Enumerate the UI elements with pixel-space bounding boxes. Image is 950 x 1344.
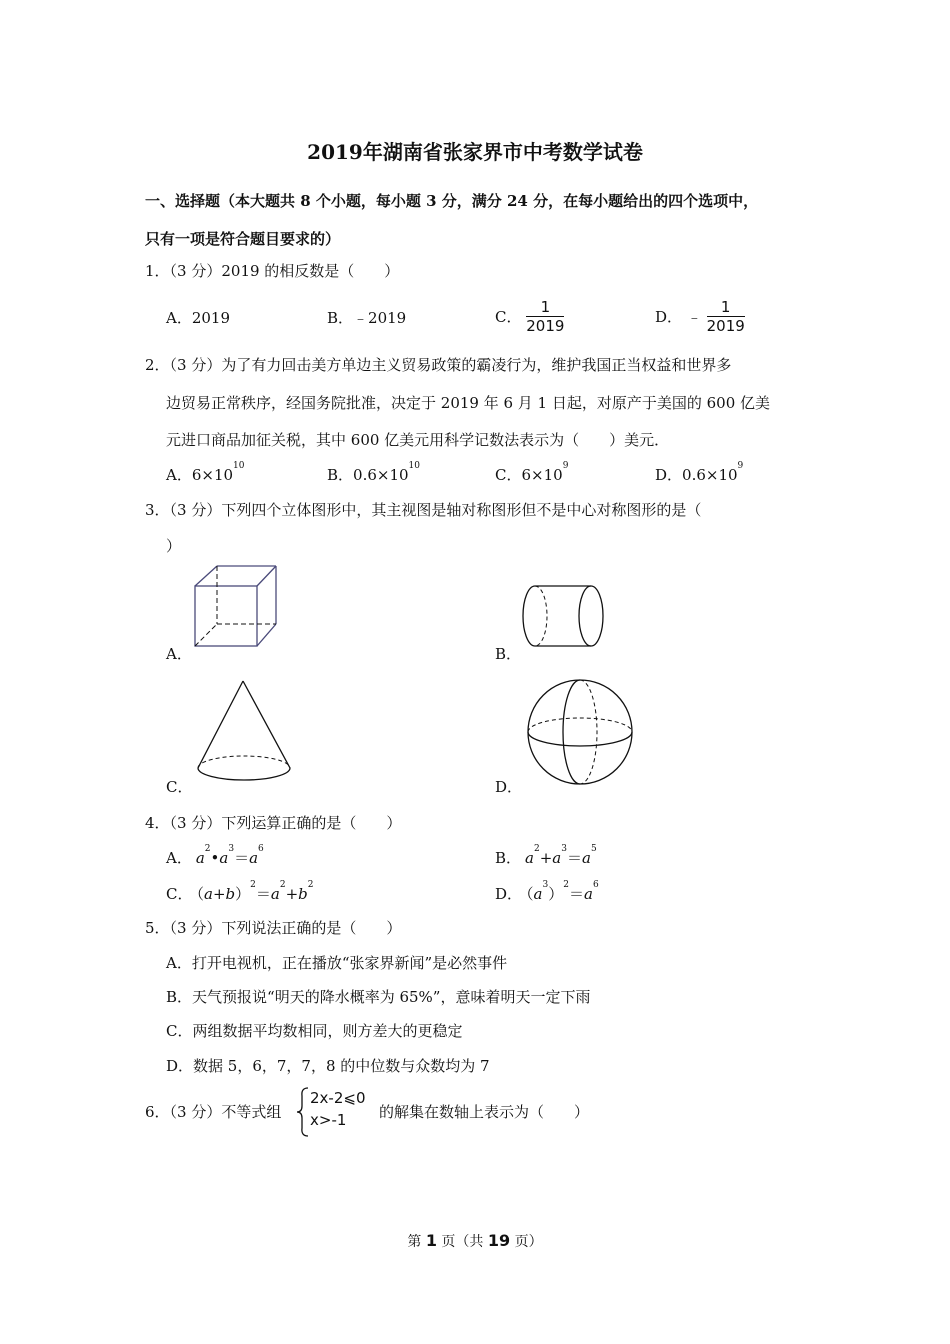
q4-option-a: A． $a^2•a^3=a^6$ bbox=[166, 844, 264, 867]
footer-post: 页） bbox=[510, 1234, 543, 1250]
q5-option-d: D．数据 5，6，7，7，8 的中位数与众数均为 7 bbox=[166, 1057, 490, 1075]
q5-option-c: C．两组数据平均数相同，则方差大的更稳定 bbox=[166, 1022, 463, 1040]
q3-option-b-label: B． bbox=[495, 645, 522, 663]
q4-c-label: C． bbox=[166, 885, 193, 903]
q5-stem: 5．（3 分）下列说法正确的是（ ） bbox=[145, 919, 402, 937]
q4-option-c: C． $(a+b)^2=a^2+b^2$ bbox=[166, 880, 314, 903]
q3-line1: 3．（3 分）下列四个立体图形中，其主视图是轴对称图形但不是中心对称图形的是（ bbox=[145, 501, 702, 519]
q2-line2: 边贸易正常秩序，经国务院批准，决定于 2019 年 6 月 1 日起，对原产于美国的 600 亿美 bbox=[166, 394, 771, 412]
cone-figure bbox=[190, 675, 300, 787]
q2-d-exp: 9 bbox=[737, 461, 744, 471]
q2-option-a bbox=[166, 461, 245, 485]
cube-figure bbox=[190, 562, 282, 650]
q1-c-denominator: 2019 bbox=[526, 317, 565, 335]
q4-stem: 4．（3 分）下列运算正确的是（ ） bbox=[145, 814, 402, 832]
q4-a-label: A． bbox=[166, 849, 192, 867]
q1-option-c-fraction bbox=[526, 298, 564, 335]
section-heading-line2: 只有一项是符合题目要求的） bbox=[145, 230, 341, 248]
q1-d-denominator: 2019 bbox=[706, 317, 745, 335]
q2-c-exp: 9 bbox=[562, 461, 569, 471]
page-title: 2019年湖南省张家界市中考数学试卷 bbox=[307, 140, 643, 164]
footer-pre: 第 bbox=[407, 1234, 426, 1250]
q1-option-b: B．﹣2019 bbox=[327, 309, 407, 327]
inequality-2: x>-1 bbox=[310, 1111, 347, 1129]
q4-option-d: D． $(a^3)^2=a^6$ bbox=[495, 880, 599, 903]
q2-b-exp: 10 bbox=[408, 461, 420, 471]
q2-option-d bbox=[655, 461, 744, 485]
q1-option-c-label: C． bbox=[495, 308, 522, 326]
q2-option-b bbox=[327, 461, 420, 485]
q4-option-b: B． $a^2+a^3=a^5$ bbox=[495, 844, 597, 867]
sphere-figure bbox=[523, 676, 638, 788]
q6-suffix: 的解集在数轴上表示为（ ） bbox=[379, 1103, 590, 1121]
q3-option-a-label: A． bbox=[166, 645, 192, 663]
section-heading-line1: 一、选择题（本大题共 8 个小题，每小题 3 分，满分 24 分，在每小题给出的四个选项中， bbox=[145, 192, 759, 210]
q2-d-text: D．0.6×10 bbox=[655, 466, 738, 484]
q5-option-a: A．打开电视机，正在播放“张家界新闻”是必然事件 bbox=[166, 954, 508, 972]
q1-stem: 1．（3 分）2019 的相反数是（ ） bbox=[145, 262, 400, 280]
q2-option-c bbox=[495, 461, 569, 485]
q1-option-c bbox=[495, 298, 564, 335]
q2-a-exp: 10 bbox=[233, 461, 245, 471]
q1-option-d-fraction bbox=[707, 298, 745, 335]
q1-option-d-sign: ﹣ bbox=[686, 308, 702, 326]
q4-b-label: B． bbox=[495, 849, 522, 867]
q1-c-numerator: 1 bbox=[526, 298, 564, 317]
q1-option-a: A．2019 bbox=[166, 309, 231, 327]
q3-line2: ） bbox=[166, 537, 182, 555]
q4-d-label: D． bbox=[495, 885, 523, 903]
q1-d-numerator: 1 bbox=[707, 298, 745, 317]
q2-c-text: C．6×10 bbox=[495, 466, 563, 484]
q5-option-b: B．天气预报说“明天的降水概率为 65%”，意味着明天一定下雨 bbox=[166, 988, 591, 1006]
q1-option-d bbox=[655, 298, 745, 335]
q2-line1: 2．（3 分）为了有力回击美方单边主义贸易政策的霸凌行为，维护我国正当权益和世界多 bbox=[145, 356, 732, 374]
q3-option-d-label: D． bbox=[495, 778, 523, 796]
inequality-system bbox=[310, 1087, 366, 1131]
q3-option-c-label: C． bbox=[166, 778, 193, 796]
footer-mid: 页（共 bbox=[436, 1234, 488, 1250]
cylinder-figure bbox=[515, 578, 610, 652]
page-footer bbox=[0, 1231, 950, 1251]
inequality-1: 2x-2⩽0 bbox=[310, 1089, 366, 1107]
q1-option-d-label: D． bbox=[655, 308, 683, 326]
q2-b-text: B．0.6×10 bbox=[327, 466, 409, 484]
footer-total-pages: 19 bbox=[487, 1231, 511, 1250]
q2-a-text: A．6×10 bbox=[166, 466, 234, 484]
q2-line3: 元进口商品加征关税，其中 600 亿美元用科学记数法表示为（ ）美元． bbox=[166, 431, 670, 449]
left-brace bbox=[296, 1086, 310, 1138]
q6-prefix: 6．（3 分）不等式组 bbox=[145, 1103, 282, 1121]
footer-page-number: 1 bbox=[425, 1231, 437, 1250]
